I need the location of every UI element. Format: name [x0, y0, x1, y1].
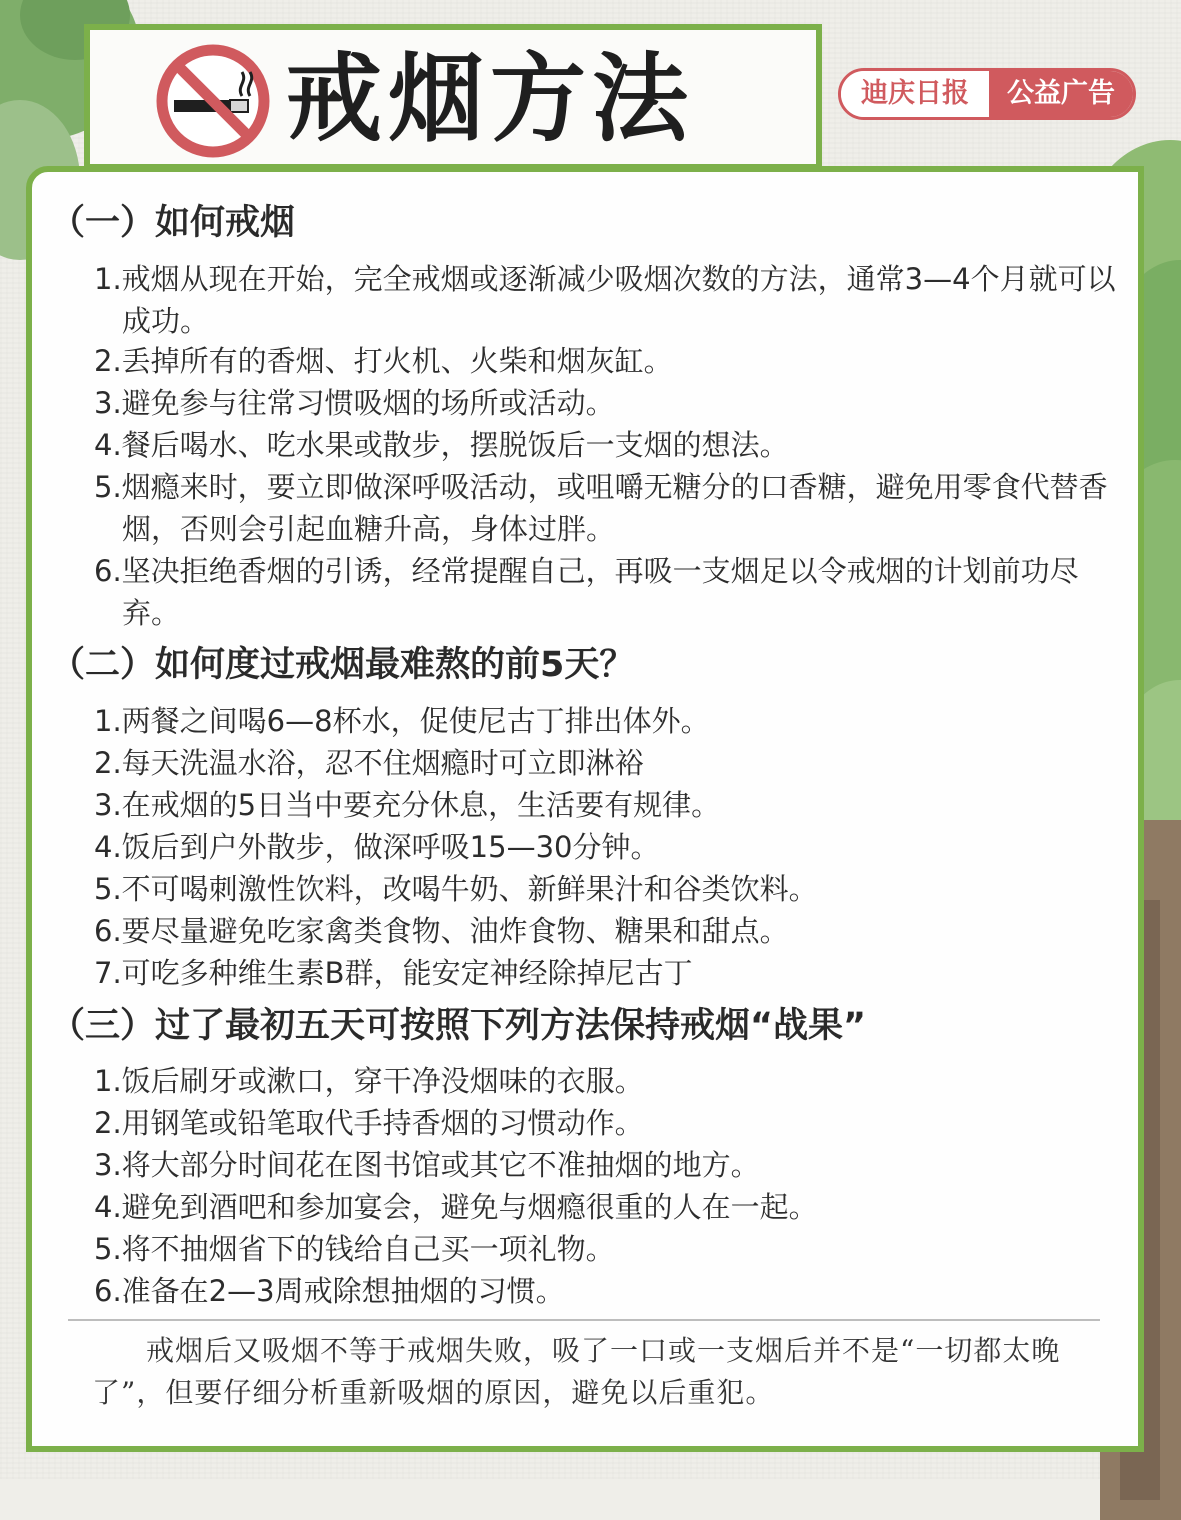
list-item: 6.要尽量避免吃家禽类食物、油炸食物、糖果和甜点。 — [94, 914, 789, 948]
publisher-badge — [838, 68, 1136, 120]
list-item: 1.饭后刷牙或漱口，穿干净没烟味的衣服。 — [94, 1064, 644, 1098]
list-item: 4.餐后喝水、吃水果或散步，摆脱饭后一支烟的想法。 — [94, 428, 789, 462]
list-item: 7.可吃多种维生素B群，能安定神经除掉尼古丁 — [94, 956, 693, 990]
section-heading-1: （一）如何戒烟 — [50, 203, 296, 243]
list-item: 3.在戒烟的5日当中要充分休息，生活要有规律。 — [94, 788, 721, 822]
newspaper-name: 迪庆日报 — [841, 71, 989, 117]
title-panel — [84, 24, 822, 170]
list-item: 5.将不抽烟省下的钱给自己买一项礼物。 — [94, 1232, 615, 1266]
section-heading-3: （三）过了最初五天可按照下列方法保持戒烟“战果” — [50, 1006, 867, 1046]
list-item: 2.丢掉所有的香烟、打火机、火柴和烟灰缸。 — [94, 344, 673, 378]
list-item: 1.两餐之间喝6—8杯水，促使尼古丁排出体外。 — [94, 704, 710, 738]
footer-note: 戒烟后又吸烟不等于戒烟失败，吸了一口或一支烟后并不是“一切都太晚了”，但要仔细分析重新吸烟的原因，避免以后重犯。 — [92, 1334, 1061, 1409]
no-smoking-icon — [156, 44, 270, 158]
section-heading-2: （二）如何度过戒烟最难熬的前5天？ — [50, 645, 635, 685]
list-item: 3.避免参与往常习惯吸烟的场所或活动。 — [94, 386, 615, 420]
page-title: 戒烟方法 — [286, 42, 694, 155]
divider-line — [68, 1319, 1100, 1321]
list-item: 4.饭后到户外散步，做深呼吸15—30分钟。 — [94, 830, 660, 864]
list-item: 6.准备在2—3周戒除想抽烟的习惯。 — [94, 1274, 565, 1308]
list-item: 2.用钢笔或铅笔取代手持香烟的习惯动作。 — [94, 1106, 644, 1140]
list-item: 6.坚决拒绝香烟的引诱，经常提醒自己，再吸一支烟足以令戒烟的计划前功尽弃。 — [94, 554, 1079, 630]
list-item: 4.避免到酒吧和参加宴会，避免与烟瘾很重的人在一起。 — [94, 1190, 818, 1224]
list-item: 5.烟瘾来时，要立即做深呼吸活动，或咀嚼无糖分的口香糖，避免用零食代替香烟，否则会引起血糖升高，身体过胖。 — [94, 470, 1108, 546]
list-item: 2.每天洗温水浴，忍不住烟瘾时可立即淋裕 — [94, 746, 644, 780]
list-item: 5.不可喝刺激性饮料，改喝牛奶、新鲜果汁和谷类饮料。 — [94, 872, 818, 906]
ad-type-label: 公益广告 — [989, 71, 1133, 117]
list-item: 1.戒烟从现在开始，完全戒烟或逐渐减少吸烟次数的方法，通常3—4个月就可以成功。 — [94, 262, 1116, 338]
list-item: 3.将大部分时间花在图书馆或其它不准抽烟的地方。 — [94, 1148, 760, 1182]
